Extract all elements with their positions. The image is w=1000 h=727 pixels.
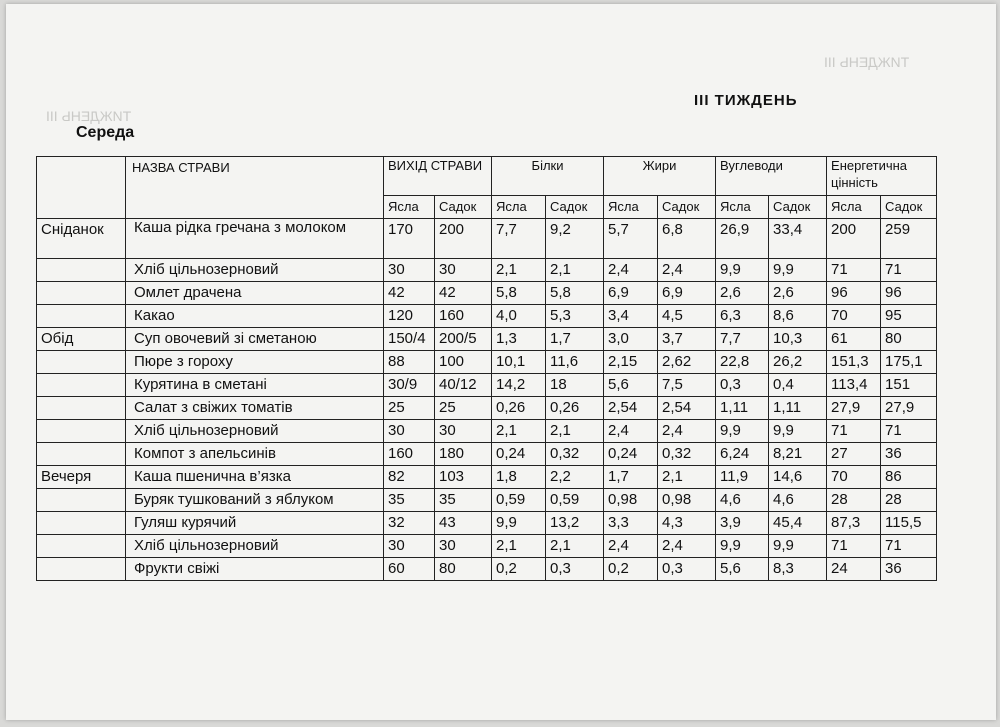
energy-nursery-cell: 27,9	[827, 397, 881, 420]
table-row	[37, 489, 937, 512]
document-page	[6, 4, 996, 720]
fats-kindergarten-cell: 4,3	[658, 512, 716, 535]
meal-cell	[37, 489, 126, 512]
fats-kindergarten-cell: 2,4	[658, 259, 716, 282]
meal-column-header	[37, 157, 126, 219]
energy-kindergarten-cell: 36	[881, 443, 937, 466]
meal-cell	[37, 397, 126, 420]
table-row	[37, 558, 937, 581]
energy-kindergarten-cell: 71	[881, 259, 937, 282]
carbs-kindergarten-cell: 1,11	[769, 397, 827, 420]
proteins-kindergarten-cell: 0,59	[546, 489, 604, 512]
proteins-nursery-cell: 2,1	[492, 420, 546, 443]
menu-table-body	[37, 219, 937, 581]
table-row	[37, 420, 937, 443]
dish-name-cell: Компот з апельсинів	[126, 443, 384, 466]
proteins-kindergarten-cell: 1,7	[546, 328, 604, 351]
carbs-nursery-cell: 22,8	[716, 351, 769, 374]
energy-nursery-cell: 27	[827, 443, 881, 466]
dish-name-cell: Пюре з гороху	[126, 351, 384, 374]
meal-cell	[37, 305, 126, 328]
dish-name-cell: Каша рідка гречана з молоком	[126, 219, 384, 259]
carbs-nursery-cell: 0,3	[716, 374, 769, 397]
energy-kindergarten-cell: 71	[881, 420, 937, 443]
week-title: III ТИЖДЕНЬ	[694, 92, 798, 109]
table-row	[37, 328, 937, 351]
energy-kindergarten-cell: 80	[881, 328, 937, 351]
output-nursery-cell: 150/4	[384, 328, 435, 351]
fats-kindergarten-cell: 2,62	[658, 351, 716, 374]
carbs-nursery-cell: 3,9	[716, 512, 769, 535]
dish-name-cell: Курятина в сметані	[126, 374, 384, 397]
output-kindergarten-cell: 160	[435, 305, 492, 328]
dish-name-cell: Суп овочевий зі сметаною	[126, 328, 384, 351]
energy-kindergarten-cell: 36	[881, 558, 937, 581]
kindergarten-header: Садок	[546, 196, 604, 219]
fats-kindergarten-cell: 2,54	[658, 397, 716, 420]
energy-nursery-cell: 96	[827, 282, 881, 305]
dish-name-cell: Какао	[126, 305, 384, 328]
output-nursery-cell: 82	[384, 466, 435, 489]
carbs-kindergarten-cell: 9,9	[769, 535, 827, 558]
fats-nursery-cell: 5,7	[604, 219, 658, 259]
output-nursery-cell: 30	[384, 420, 435, 443]
table-row	[37, 259, 937, 282]
energy-nursery-cell: 71	[827, 420, 881, 443]
output-nursery-cell: 30	[384, 259, 435, 282]
proteins-nursery-cell: 7,7	[492, 219, 546, 259]
energy-nursery-cell: 24	[827, 558, 881, 581]
output-nursery-cell: 30/9	[384, 374, 435, 397]
proteins-nursery-cell: 10,1	[492, 351, 546, 374]
carbs-kindergarten-cell: 9,9	[769, 420, 827, 443]
carbs-nursery-cell: 6,24	[716, 443, 769, 466]
carbs-kindergarten-cell: 26,2	[769, 351, 827, 374]
proteins-kindergarten-cell: 9,2	[546, 219, 604, 259]
energy-nursery-cell: 87,3	[827, 512, 881, 535]
carbs-kindergarten-cell: 0,4	[769, 374, 827, 397]
energy-kindergarten-cell: 71	[881, 535, 937, 558]
energy-kindergarten-cell: 96	[881, 282, 937, 305]
output-kindergarten-cell: 180	[435, 443, 492, 466]
proteins-kindergarten-cell: 2,1	[546, 535, 604, 558]
output-nursery-cell: 42	[384, 282, 435, 305]
fats-nursery-cell: 0,98	[604, 489, 658, 512]
nursery-header: Ясла	[384, 196, 435, 219]
table-row	[37, 282, 937, 305]
output-header: ВИХІД СТРАВИ	[384, 157, 492, 196]
proteins-nursery-cell: 14,2	[492, 374, 546, 397]
fats-header: Жири	[604, 157, 716, 196]
meal-cell	[37, 535, 126, 558]
energy-kindergarten-cell: 259	[881, 219, 937, 259]
proteins-nursery-cell: 1,8	[492, 466, 546, 489]
carbs-nursery-cell: 4,6	[716, 489, 769, 512]
nursery-header: Ясла	[492, 196, 546, 219]
output-kindergarten-cell: 200	[435, 219, 492, 259]
fats-kindergarten-cell: 2,1	[658, 466, 716, 489]
table-row	[37, 374, 937, 397]
output-nursery-cell: 25	[384, 397, 435, 420]
output-nursery-cell: 30	[384, 535, 435, 558]
fats-nursery-cell: 2,4	[604, 535, 658, 558]
proteins-nursery-cell: 0,59	[492, 489, 546, 512]
energy-kindergarten-cell: 95	[881, 305, 937, 328]
output-kindergarten-cell: 30	[435, 420, 492, 443]
energy-header: Енергетична цінність	[827, 157, 937, 196]
proteins-nursery-cell: 5,8	[492, 282, 546, 305]
carbs-kindergarten-cell: 9,9	[769, 259, 827, 282]
output-nursery-cell: 60	[384, 558, 435, 581]
fats-nursery-cell: 0,24	[604, 443, 658, 466]
fats-nursery-cell: 0,2	[604, 558, 658, 581]
energy-nursery-cell: 71	[827, 535, 881, 558]
output-nursery-cell: 35	[384, 489, 435, 512]
output-nursery-cell: 88	[384, 351, 435, 374]
meal-cell: Обід	[37, 328, 126, 351]
proteins-nursery-cell: 2,1	[492, 535, 546, 558]
carbs-kindergarten-cell: 45,4	[769, 512, 827, 535]
energy-nursery-cell: 28	[827, 489, 881, 512]
meal-cell	[37, 374, 126, 397]
carbs-nursery-cell: 11,9	[716, 466, 769, 489]
table-row	[37, 443, 937, 466]
dish-name-cell: Хліб цільнозерновий	[126, 259, 384, 282]
fats-nursery-cell: 1,7	[604, 466, 658, 489]
proteins-kindergarten-cell: 5,3	[546, 305, 604, 328]
nursery-header: Ясла	[716, 196, 769, 219]
fats-kindergarten-cell: 6,9	[658, 282, 716, 305]
output-nursery-cell: 170	[384, 219, 435, 259]
fats-kindergarten-cell: 3,7	[658, 328, 716, 351]
carbs-kindergarten-cell: 8,6	[769, 305, 827, 328]
proteins-kindergarten-cell: 2,2	[546, 466, 604, 489]
meal-cell	[37, 443, 126, 466]
fats-nursery-cell: 3,0	[604, 328, 658, 351]
fats-nursery-cell: 6,9	[604, 282, 658, 305]
nursery-header: Ясла	[827, 196, 881, 219]
table-row	[37, 466, 937, 489]
fats-nursery-cell: 5,6	[604, 374, 658, 397]
meal-cell	[37, 558, 126, 581]
proteins-kindergarten-cell: 0,26	[546, 397, 604, 420]
table-row	[37, 219, 937, 259]
output-kindergarten-cell: 42	[435, 282, 492, 305]
proteins-kindergarten-cell: 2,1	[546, 420, 604, 443]
kindergarten-header: Садок	[435, 196, 492, 219]
output-kindergarten-cell: 40/12	[435, 374, 492, 397]
carbs-nursery-cell: 6,3	[716, 305, 769, 328]
bleed-through-text: ТИЖДЕНЬ III	[824, 54, 910, 70]
fats-kindergarten-cell: 0,32	[658, 443, 716, 466]
bleed-through-text: ТИЖДЕНЬ III	[46, 108, 132, 124]
carbs-header: Вуглеводи	[716, 157, 827, 196]
proteins-header: Білки	[492, 157, 604, 196]
dish-name-cell: Гуляш курячий	[126, 512, 384, 535]
energy-kindergarten-cell: 115,5	[881, 512, 937, 535]
output-nursery-cell: 32	[384, 512, 435, 535]
energy-nursery-cell: 61	[827, 328, 881, 351]
meal-cell: Сніданок	[37, 219, 126, 259]
output-nursery-cell: 160	[384, 443, 435, 466]
energy-kindergarten-cell: 151	[881, 374, 937, 397]
carbs-nursery-cell: 9,9	[716, 535, 769, 558]
fats-nursery-cell: 3,4	[604, 305, 658, 328]
meal-cell	[37, 512, 126, 535]
proteins-nursery-cell: 4,0	[492, 305, 546, 328]
fats-kindergarten-cell: 7,5	[658, 374, 716, 397]
carbs-nursery-cell: 9,9	[716, 420, 769, 443]
proteins-nursery-cell: 0,24	[492, 443, 546, 466]
energy-kindergarten-cell: 28	[881, 489, 937, 512]
energy-nursery-cell: 70	[827, 466, 881, 489]
proteins-kindergarten-cell: 0,32	[546, 443, 604, 466]
proteins-kindergarten-cell: 2,1	[546, 259, 604, 282]
dish-name-cell: Хліб цільнозерновий	[126, 535, 384, 558]
kindergarten-header: Садок	[658, 196, 716, 219]
carbs-nursery-cell: 2,6	[716, 282, 769, 305]
fats-kindergarten-cell: 4,5	[658, 305, 716, 328]
table-row	[37, 305, 937, 328]
output-kindergarten-cell: 100	[435, 351, 492, 374]
carbs-nursery-cell: 1,11	[716, 397, 769, 420]
table-header-row	[37, 157, 937, 196]
fats-kindergarten-cell: 6,8	[658, 219, 716, 259]
fats-kindergarten-cell: 0,3	[658, 558, 716, 581]
day-title: Середа	[76, 124, 135, 141]
proteins-nursery-cell: 2,1	[492, 259, 546, 282]
fats-nursery-cell: 2,4	[604, 259, 658, 282]
carbs-kindergarten-cell: 4,6	[769, 489, 827, 512]
output-kindergarten-cell: 80	[435, 558, 492, 581]
proteins-nursery-cell: 1,3	[492, 328, 546, 351]
carbs-kindergarten-cell: 10,3	[769, 328, 827, 351]
output-kindergarten-cell: 30	[435, 259, 492, 282]
meal-cell: Вечеря	[37, 466, 126, 489]
fats-kindergarten-cell: 0,98	[658, 489, 716, 512]
output-kindergarten-cell: 200/5	[435, 328, 492, 351]
fats-kindergarten-cell: 2,4	[658, 420, 716, 443]
proteins-nursery-cell: 0,26	[492, 397, 546, 420]
energy-kindergarten-cell: 86	[881, 466, 937, 489]
dish-name-header: НАЗВА СТРАВИ	[126, 157, 384, 219]
carbs-kindergarten-cell: 2,6	[769, 282, 827, 305]
carbs-kindergarten-cell: 8,21	[769, 443, 827, 466]
proteins-kindergarten-cell: 13,2	[546, 512, 604, 535]
dish-name-cell: Омлет драчена	[126, 282, 384, 305]
output-nursery-cell: 120	[384, 305, 435, 328]
energy-nursery-cell: 70	[827, 305, 881, 328]
output-kindergarten-cell: 43	[435, 512, 492, 535]
kindergarten-header: Садок	[881, 196, 937, 219]
dish-name-cell: Буряк тушкований з яблуком	[126, 489, 384, 512]
dish-name-cell: Салат з свіжих томатів	[126, 397, 384, 420]
energy-nursery-cell: 71	[827, 259, 881, 282]
dish-name-cell: Фрукти свіжі	[126, 558, 384, 581]
carbs-nursery-cell: 5,6	[716, 558, 769, 581]
output-kindergarten-cell: 35	[435, 489, 492, 512]
proteins-kindergarten-cell: 0,3	[546, 558, 604, 581]
fats-nursery-cell: 3,3	[604, 512, 658, 535]
proteins-kindergarten-cell: 5,8	[546, 282, 604, 305]
table-row	[37, 397, 937, 420]
output-kindergarten-cell: 25	[435, 397, 492, 420]
output-kindergarten-cell: 103	[435, 466, 492, 489]
energy-kindergarten-cell: 27,9	[881, 397, 937, 420]
carbs-kindergarten-cell: 33,4	[769, 219, 827, 259]
fats-nursery-cell: 2,4	[604, 420, 658, 443]
energy-nursery-cell: 200	[827, 219, 881, 259]
meal-cell	[37, 282, 126, 305]
proteins-kindergarten-cell: 18	[546, 374, 604, 397]
fats-nursery-cell: 2,54	[604, 397, 658, 420]
table-row	[37, 512, 937, 535]
carbs-kindergarten-cell: 8,3	[769, 558, 827, 581]
proteins-kindergarten-cell: 11,6	[546, 351, 604, 374]
energy-kindergarten-cell: 175,1	[881, 351, 937, 374]
proteins-nursery-cell: 9,9	[492, 512, 546, 535]
proteins-nursery-cell: 0,2	[492, 558, 546, 581]
energy-nursery-cell: 113,4	[827, 374, 881, 397]
meal-cell	[37, 420, 126, 443]
carbs-kindergarten-cell: 14,6	[769, 466, 827, 489]
table-row	[37, 535, 937, 558]
energy-nursery-cell: 151,3	[827, 351, 881, 374]
meal-cell	[37, 351, 126, 374]
table-row	[37, 351, 937, 374]
dish-name-cell: Хліб цільнозерновий	[126, 420, 384, 443]
output-kindergarten-cell: 30	[435, 535, 492, 558]
carbs-nursery-cell: 7,7	[716, 328, 769, 351]
meal-cell	[37, 259, 126, 282]
kindergarten-header: Садок	[769, 196, 827, 219]
fats-kindergarten-cell: 2,4	[658, 535, 716, 558]
carbs-nursery-cell: 9,9	[716, 259, 769, 282]
menu-table	[36, 156, 937, 581]
nursery-header: Ясла	[604, 196, 658, 219]
dish-name-cell: Каша пшенична в’язка	[126, 466, 384, 489]
carbs-nursery-cell: 26,9	[716, 219, 769, 259]
fats-nursery-cell: 2,15	[604, 351, 658, 374]
